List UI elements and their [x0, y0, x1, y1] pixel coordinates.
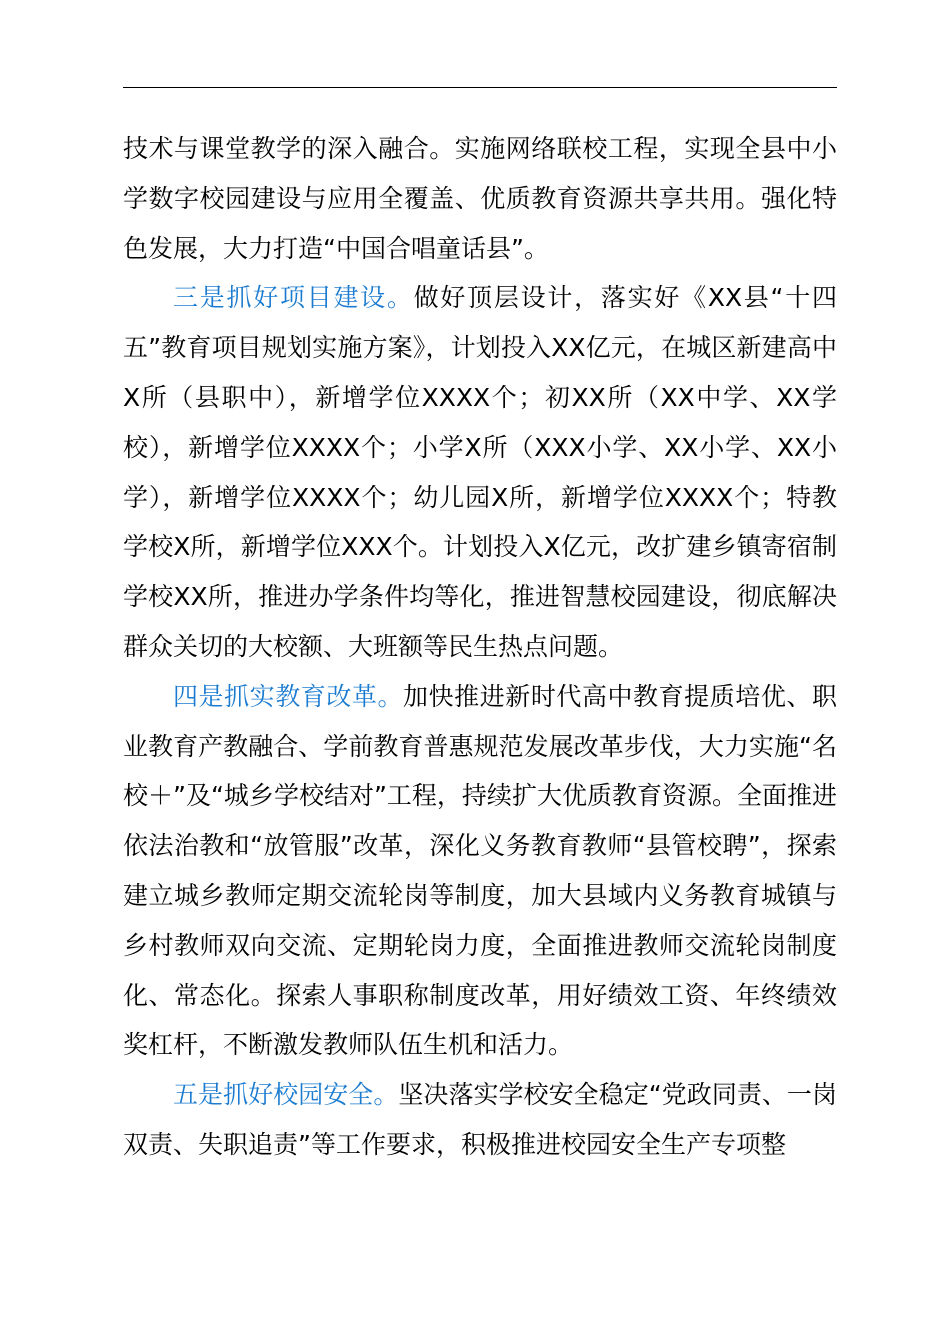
paragraph-text: 做好顶层设计，落实好《XX县“十四五”教育项目规划实施方案》，计划投入XX亿元，在城区新建高中X所（县职中），新增学位XXXX个；初XX所（XX中学、XX学校），新增学位XXXX个；小学X所（XXX小学、XX小学、XX小学），新增学位XXXX个；幼儿园X所，新增学位XXXX个；特教学校X所，新增学位XXX个。计划投入X亿元，改扩建乡镇寄宿制学校XX所，推进办学条件均等化，推进智慧校园建设，彻底解决群众关切的大校额、大班额等民生热点问题。 — [123, 283, 837, 661]
paragraph-heading: 三是抓好项目建设。 — [173, 283, 414, 313]
paragraph-text: 坚决落实学校安全稳定“党政同责、一岗双责、失职追责”等工作要求，积极推进校园安全生产专项整 — [123, 1080, 837, 1159]
paragraph-heading: 五是抓好校园安全。 — [173, 1080, 399, 1110]
paragraph-continuation — [123, 124, 837, 273]
paragraph-project-construction — [123, 273, 837, 671]
paragraph-text: 技术与课堂教学的深入融合。实施网络联校工程，实现全县中小学数字校园建设与应用全覆盖、优质教育资源共享共用。强化特色发展，大力打造“中国合唱童话县”。 — [123, 134, 837, 263]
header-rule — [123, 87, 837, 88]
paragraph-education-reform — [123, 672, 837, 1070]
document-body — [123, 124, 837, 1170]
paragraph-campus-safety — [123, 1070, 837, 1170]
paragraph-text: 加快推进新时代高中教育提质培优、职业教育产教融合、学前教育普惠规范发展改革步伐，大力实施“名校＋”及“城乡学校结对”工程，持续扩大优质教育资源。全面推进依法治教和“放管服”改革，深化义务教育教师“县管校聘”，探索建立城乡教师定期交流轮岗等制度，加大县域内义务教育城镇与乡村教师双向交流、定期轮岗力度，全面推进教师交流轮岗制度化、常态化。探索人事职称制度改革，用好绩效工资、年终绩效奖杠杆，不断激发教师队伍生机和活力。 — [123, 681, 837, 1060]
paragraph-heading: 四是抓实教育改革。 — [173, 681, 404, 711]
